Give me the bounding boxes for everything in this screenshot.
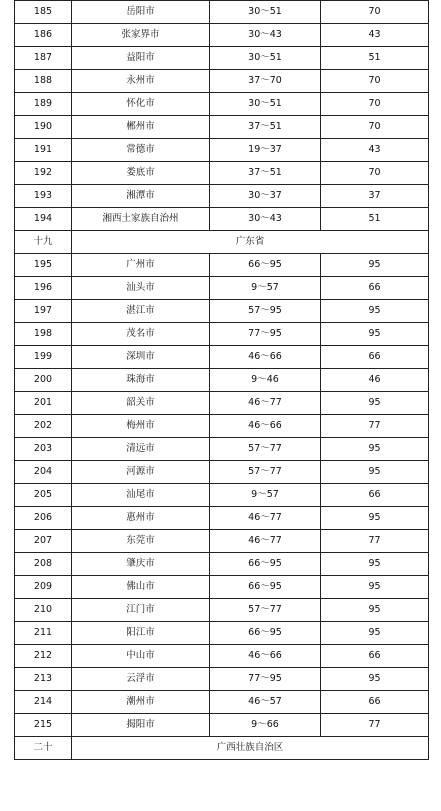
- city-name-cell: 河源市: [72, 461, 210, 484]
- row-number-cell: 197: [15, 300, 72, 323]
- row-number-cell: 206: [15, 507, 72, 530]
- row-number-cell: 188: [15, 70, 72, 93]
- range-cell: 77～95: [210, 668, 321, 691]
- range-cell: 46～57: [210, 691, 321, 714]
- value-cell: 95: [321, 438, 429, 461]
- range-cell: 19～37: [210, 139, 321, 162]
- value-cell: 95: [321, 323, 429, 346]
- row-number-cell: 212: [15, 645, 72, 668]
- city-name-cell: 韶关市: [72, 392, 210, 415]
- table-row: [15, 645, 429, 668]
- value-cell: 37: [321, 185, 429, 208]
- range-cell: 9～57: [210, 484, 321, 507]
- range-cell: 30～51: [210, 93, 321, 116]
- city-name-cell: 茂名市: [72, 323, 210, 346]
- table-row: [15, 254, 429, 277]
- range-cell: 66～95: [210, 622, 321, 645]
- city-name-cell: 岳阳市: [72, 1, 210, 24]
- value-cell: 77: [321, 530, 429, 553]
- city-name-cell: 佛山市: [72, 576, 210, 599]
- row-number-cell: 199: [15, 346, 72, 369]
- city-name-cell: 广州市: [72, 254, 210, 277]
- value-cell: 95: [321, 507, 429, 530]
- value-cell: 66: [321, 277, 429, 300]
- row-number-cell: 201: [15, 392, 72, 415]
- row-number-cell: 207: [15, 530, 72, 553]
- table-row: [15, 484, 429, 507]
- value-cell: 77: [321, 415, 429, 438]
- value-cell: 66: [321, 645, 429, 668]
- wind-pressure-table: [14, 0, 429, 760]
- value-cell: 95: [321, 254, 429, 277]
- row-number-cell: 200: [15, 369, 72, 392]
- row-number-cell: 186: [15, 24, 72, 47]
- value-cell: 95: [321, 599, 429, 622]
- row-number-cell: 202: [15, 415, 72, 438]
- range-cell: 46～77: [210, 507, 321, 530]
- table-row: [15, 461, 429, 484]
- table-row: [15, 507, 429, 530]
- table-row: [15, 622, 429, 645]
- table-row: [15, 346, 429, 369]
- section-title: 广西壮族自治区: [72, 737, 429, 760]
- range-cell: 46～77: [210, 530, 321, 553]
- value-cell: 46: [321, 369, 429, 392]
- city-name-cell: 郴州市: [72, 116, 210, 139]
- value-cell: 77: [321, 714, 429, 737]
- range-cell: 77～95: [210, 323, 321, 346]
- value-cell: 70: [321, 116, 429, 139]
- city-name-cell: 永州市: [72, 70, 210, 93]
- range-cell: 30～43: [210, 208, 321, 231]
- value-cell: 95: [321, 576, 429, 599]
- row-number-cell: 205: [15, 484, 72, 507]
- row-number-cell: 203: [15, 438, 72, 461]
- value-cell: 51: [321, 208, 429, 231]
- row-number-cell: 194: [15, 208, 72, 231]
- row-number-cell: 192: [15, 162, 72, 185]
- city-name-cell: 怀化市: [72, 93, 210, 116]
- value-cell: 43: [321, 139, 429, 162]
- row-number-cell: 214: [15, 691, 72, 714]
- city-name-cell: 湛江市: [72, 300, 210, 323]
- table-row: [15, 576, 429, 599]
- table-row: [15, 300, 429, 323]
- table-row: [15, 438, 429, 461]
- table-body: [15, 1, 429, 760]
- row-number-cell: 190: [15, 116, 72, 139]
- table-row: [15, 277, 429, 300]
- row-number-cell: 189: [15, 93, 72, 116]
- table-row: [15, 47, 429, 70]
- range-cell: 66～95: [210, 553, 321, 576]
- table-row: [15, 1, 429, 24]
- table-row: [15, 530, 429, 553]
- range-cell: 37～51: [210, 162, 321, 185]
- city-name-cell: 汕尾市: [72, 484, 210, 507]
- range-cell: 9～46: [210, 369, 321, 392]
- section-number: 二十: [15, 737, 72, 760]
- row-number-cell: 191: [15, 139, 72, 162]
- city-name-cell: 深圳市: [72, 346, 210, 369]
- table-row: [15, 139, 429, 162]
- city-name-cell: 娄底市: [72, 162, 210, 185]
- city-name-cell: 东莞市: [72, 530, 210, 553]
- range-cell: 46～66: [210, 346, 321, 369]
- row-number-cell: 198: [15, 323, 72, 346]
- row-number-cell: 209: [15, 576, 72, 599]
- city-name-cell: 阳江市: [72, 622, 210, 645]
- value-cell: 70: [321, 70, 429, 93]
- city-name-cell: 湘潭市: [72, 185, 210, 208]
- row-number-cell: 213: [15, 668, 72, 691]
- value-cell: 95: [321, 622, 429, 645]
- range-cell: 30～43: [210, 24, 321, 47]
- city-name-cell: 益阳市: [72, 47, 210, 70]
- value-cell: 95: [321, 300, 429, 323]
- table-row: [15, 392, 429, 415]
- table-row: [15, 185, 429, 208]
- table-row: [15, 162, 429, 185]
- table-row: [15, 70, 429, 93]
- table-row: [15, 691, 429, 714]
- table-row: [15, 599, 429, 622]
- table-row: [15, 668, 429, 691]
- city-name-cell: 珠海市: [72, 369, 210, 392]
- table-row: [15, 415, 429, 438]
- range-cell: 66～95: [210, 254, 321, 277]
- range-cell: 57～77: [210, 438, 321, 461]
- row-number-cell: 193: [15, 185, 72, 208]
- row-number-cell: 196: [15, 277, 72, 300]
- value-cell: 95: [321, 461, 429, 484]
- city-name-cell: 揭阳市: [72, 714, 210, 737]
- range-cell: 46～77: [210, 392, 321, 415]
- table-row: [15, 369, 429, 392]
- row-number-cell: 204: [15, 461, 72, 484]
- range-cell: 9～57: [210, 277, 321, 300]
- range-cell: 30～37: [210, 185, 321, 208]
- table-row: [15, 93, 429, 116]
- range-cell: 46～66: [210, 645, 321, 668]
- value-cell: 66: [321, 691, 429, 714]
- row-number-cell: 187: [15, 47, 72, 70]
- row-number-cell: 208: [15, 553, 72, 576]
- city-name-cell: 常德市: [72, 139, 210, 162]
- range-cell: 57～77: [210, 461, 321, 484]
- section-header-row: [15, 231, 429, 254]
- value-cell: 95: [321, 668, 429, 691]
- value-cell: 70: [321, 93, 429, 116]
- range-cell: 37～51: [210, 116, 321, 139]
- section-header-row: [15, 737, 429, 760]
- range-cell: 66～95: [210, 576, 321, 599]
- range-cell: 30～51: [210, 1, 321, 24]
- range-cell: 57～77: [210, 599, 321, 622]
- range-cell: 9～66: [210, 714, 321, 737]
- table-row: [15, 323, 429, 346]
- value-cell: 70: [321, 1, 429, 24]
- range-cell: 37～70: [210, 70, 321, 93]
- city-name-cell: 梅州市: [72, 415, 210, 438]
- table-row: [15, 116, 429, 139]
- value-cell: 95: [321, 392, 429, 415]
- row-number-cell: 185: [15, 1, 72, 24]
- row-number-cell: 215: [15, 714, 72, 737]
- table-row: [15, 208, 429, 231]
- value-cell: 51: [321, 47, 429, 70]
- table-row: [15, 714, 429, 737]
- value-cell: 43: [321, 24, 429, 47]
- value-cell: 95: [321, 553, 429, 576]
- city-name-cell: 惠州市: [72, 507, 210, 530]
- value-cell: 66: [321, 346, 429, 369]
- city-name-cell: 肇庆市: [72, 553, 210, 576]
- row-number-cell: 210: [15, 599, 72, 622]
- city-name-cell: 潮州市: [72, 691, 210, 714]
- section-number: 十九: [15, 231, 72, 254]
- range-cell: 46～66: [210, 415, 321, 438]
- city-name-cell: 湘西土家族自治州: [72, 208, 210, 231]
- value-cell: 70: [321, 162, 429, 185]
- table-row: [15, 24, 429, 47]
- city-name-cell: 张家界市: [72, 24, 210, 47]
- range-cell: 30～51: [210, 47, 321, 70]
- row-number-cell: 211: [15, 622, 72, 645]
- city-name-cell: 中山市: [72, 645, 210, 668]
- city-name-cell: 江门市: [72, 599, 210, 622]
- city-name-cell: 清远市: [72, 438, 210, 461]
- city-name-cell: 云浮市: [72, 668, 210, 691]
- city-name-cell: 汕头市: [72, 277, 210, 300]
- row-number-cell: 195: [15, 254, 72, 277]
- range-cell: 57～95: [210, 300, 321, 323]
- table-row: [15, 553, 429, 576]
- value-cell: 66: [321, 484, 429, 507]
- section-title: 广东省: [72, 231, 429, 254]
